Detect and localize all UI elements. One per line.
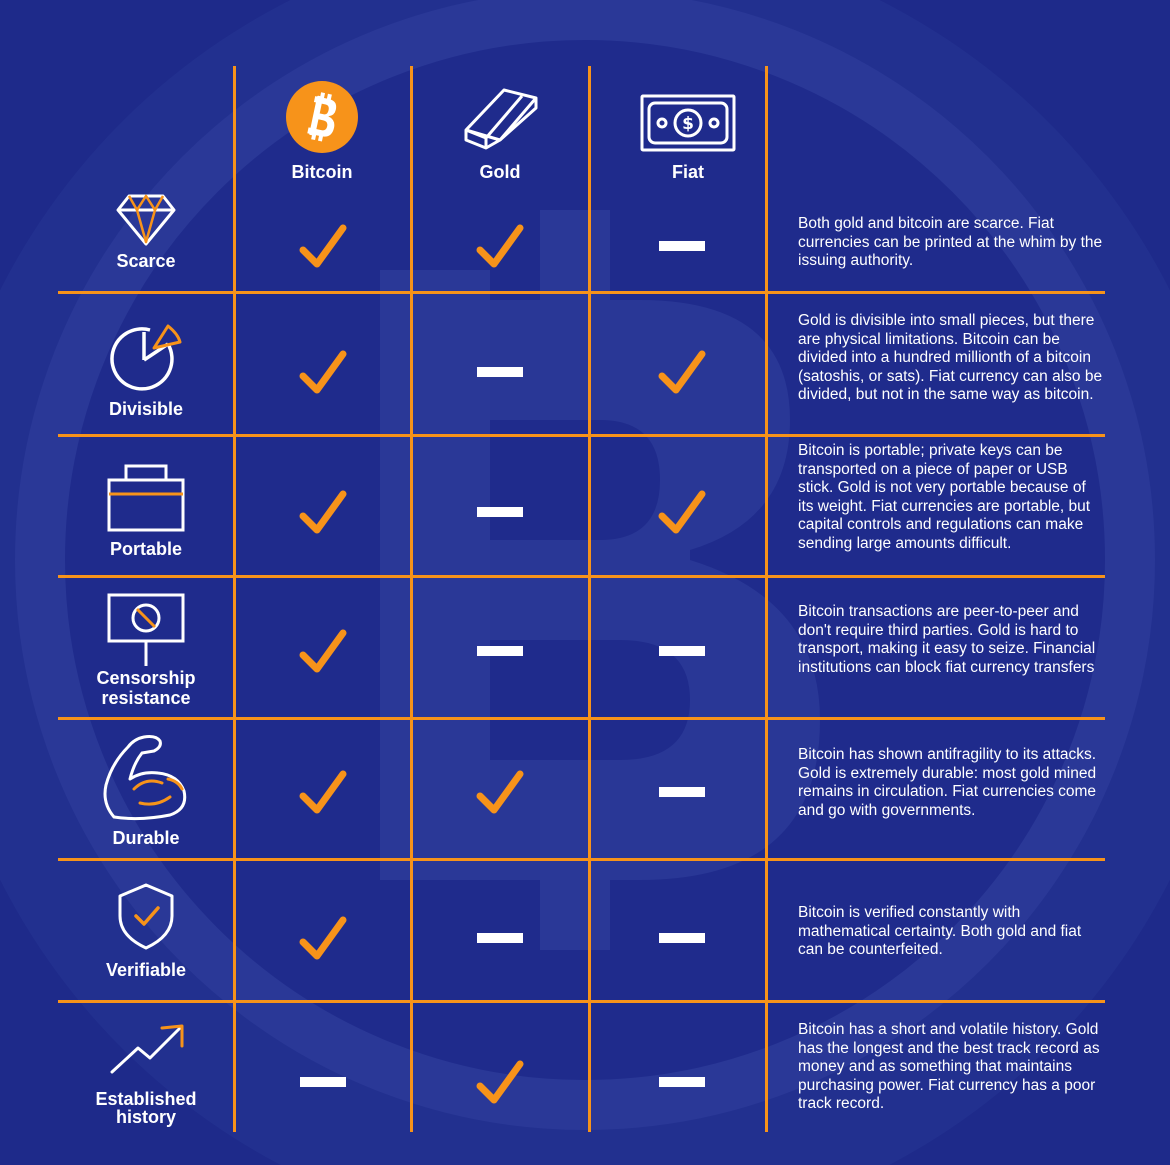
check-icon bbox=[297, 912, 349, 969]
column-label-fiat: Fiat bbox=[671, 162, 704, 182]
gold-bar-icon bbox=[460, 82, 540, 152]
row-label-portable: Portable bbox=[109, 539, 183, 559]
grid-hline-2 bbox=[58, 434, 1105, 437]
check-icon bbox=[297, 486, 349, 543]
column-header-gold bbox=[415, 66, 585, 191]
dash-icon bbox=[300, 1077, 346, 1087]
check-icon bbox=[656, 486, 708, 543]
pie-chart-icon bbox=[110, 320, 182, 392]
description-censorship: Bitcoin transactions are peer-to-peer and don't require third parties. Gold is hard to transport, making it easy to seize. Financial institutions can block fiat currency transfers bbox=[798, 603, 1096, 676]
grid-vline-3 bbox=[588, 66, 591, 1132]
row-label-censorship-line2: resistance bbox=[101, 688, 191, 708]
bitcoin-icon bbox=[285, 80, 359, 154]
column-header-bitcoin bbox=[237, 66, 407, 191]
column-header-fiat bbox=[603, 66, 773, 191]
description-history: Bitcoin has a short and volatile history. Gold has the longest and the best track record as money and as something that maintains purchasing power. Fiat currency has a poor track record. bbox=[798, 1021, 1100, 1112]
diamond-icon bbox=[115, 192, 177, 248]
grid-hline-4 bbox=[58, 717, 1105, 720]
check-icon bbox=[297, 346, 349, 403]
dash-icon bbox=[477, 367, 523, 377]
description-scarce: Both gold and bitcoin are scarce. Fiat currencies can be printed at the whim by the issuing authority. bbox=[798, 215, 1103, 269]
column-label-gold: Gold bbox=[479, 162, 521, 182]
check-icon bbox=[474, 766, 526, 823]
svg-text:$: $ bbox=[682, 114, 694, 134]
check-icon bbox=[474, 220, 526, 277]
dash-icon bbox=[477, 933, 523, 943]
row-label-divisible: Divisible bbox=[108, 399, 184, 419]
check-icon bbox=[474, 1056, 526, 1113]
row-icon-portable bbox=[60, 462, 232, 534]
description-durable: Bitcoin has shown antifragility to its attacks. Gold is extremely durable: most gold mined remains in circulation. Fiat currencies come and go with governments. bbox=[798, 746, 1097, 819]
dash-icon bbox=[477, 507, 523, 517]
shield-check-icon bbox=[116, 882, 176, 950]
trend-up-icon bbox=[108, 1022, 186, 1076]
grid-hline-5 bbox=[58, 858, 1105, 861]
row-icon-history bbox=[60, 1022, 232, 1076]
row-label-durable: Durable bbox=[112, 828, 180, 848]
row-icon-verifiable bbox=[60, 882, 232, 952]
row-label-history bbox=[60, 1090, 232, 1126]
row-label-censorship-line1: Censorship bbox=[96, 668, 196, 688]
banknote-icon bbox=[640, 94, 736, 154]
no-sign-icon bbox=[106, 592, 186, 668]
dash-icon bbox=[477, 646, 523, 656]
row-label-censorship bbox=[60, 668, 232, 708]
row-label-history-line2: history bbox=[115, 1107, 176, 1127]
row-icon-divisible bbox=[60, 320, 232, 392]
dash-icon bbox=[659, 787, 705, 797]
briefcase-icon bbox=[106, 462, 186, 534]
check-icon bbox=[656, 346, 708, 403]
row-label-history-line1: Established bbox=[95, 1089, 197, 1109]
grid-hline-6 bbox=[58, 1000, 1105, 1003]
dash-icon bbox=[659, 241, 705, 251]
check-icon bbox=[297, 766, 349, 823]
flexed-arm-icon bbox=[100, 733, 190, 823]
row-icon-censorship bbox=[60, 592, 232, 668]
description-divisible: Gold is divisible into small pieces, but there are physical limitations. Bitcoin can be divided into a hundred millionth of a bitcoin (satoshis, or sats). Fiat currency can also be divided, but not in the same way as bitcoin. bbox=[798, 312, 1103, 403]
row-icon-scarce bbox=[60, 190, 232, 250]
check-icon bbox=[297, 625, 349, 682]
grid-vline-2 bbox=[410, 66, 413, 1132]
dash-icon bbox=[659, 933, 705, 943]
dash-icon bbox=[659, 646, 705, 656]
description-verifiable: Bitcoin is verified constantly with mathematical certainty. Both gold and fiat can be counterfeited. bbox=[798, 904, 1082, 958]
grid-vline-4 bbox=[765, 66, 768, 1132]
column-label-bitcoin: Bitcoin bbox=[291, 162, 353, 182]
dash-icon bbox=[659, 1077, 705, 1087]
grid-hline-3 bbox=[58, 575, 1105, 578]
row-icon-durable bbox=[60, 733, 232, 823]
row-label-verifiable: Verifiable bbox=[105, 960, 187, 980]
grid-hline-1 bbox=[58, 291, 1105, 294]
description-portable: Bitcoin is portable; private keys can be transported on a piece of paper or USB stick. Gold is not very portable because of its weight. Fiat currencies are portable, but capital controls and regulations can make sending large amounts difficult. bbox=[798, 442, 1091, 552]
grid-vline-1 bbox=[233, 66, 236, 1132]
check-icon bbox=[297, 220, 349, 277]
row-label-scarce: Scarce bbox=[116, 251, 176, 271]
